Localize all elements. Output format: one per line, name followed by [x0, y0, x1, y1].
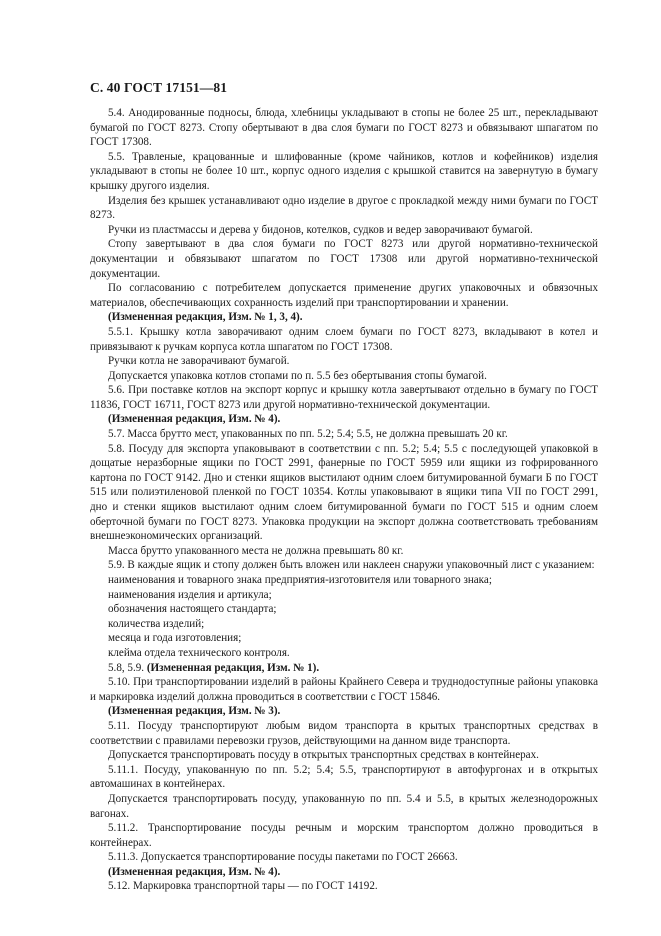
amendment-note: (Измененная редакция, Изм. № 1, 3, 4). — [108, 311, 303, 324]
list-item: наименования изделия и артикула; — [108, 588, 272, 601]
paragraph: Допускается упаковка котлов стопами по п. 5.5 без обертывания стопы бумагой. — [108, 369, 487, 382]
clause-5-12: 5.12. Маркировка транспортной тары — по ГОСТ 14192. — [108, 880, 378, 893]
list-item: количества изделий; — [108, 617, 205, 630]
clause-5-7: 5.7. Масса брутто мест, упакованных по пп. 5.2; 5.4; 5.5, не должна превышать 20 кг. — [108, 428, 508, 441]
paragraph: Допускается транспортировать посуду в открытых транспортных средствах в контейнерах. — [108, 749, 539, 762]
clause-5-11-2: 5.11.2. Транспортирование посуды речным и морским транспортом должно проводиться в контейнерах. — [90, 822, 598, 849]
clause-5-9: 5.9. В каждые ящик и стопу должен быть вложен или наклеен снаружи упаковочный лист с указанием: — [108, 559, 595, 572]
clause-5-11: 5.11. Посуду транспортируют любым видом транспорта в крытых транспортных средствах в соответствии с правилами перевозки грузов, действующими на данном виде транспорта. — [90, 719, 598, 747]
list-item: наименования и товарного знака предприятия-изготовителя или товарного знака; — [108, 574, 492, 586]
amendment-note: (Измененная редакция, Изм. № 1). — [146, 661, 320, 674]
list-item: клейма отдела технического контроля. — [108, 646, 290, 659]
document-body — [90, 106, 598, 894]
amendment-note: (Измененная редакция, Изм. № 3). — [108, 705, 281, 718]
clause-5-10: 5.10. При транспортировании изделий в районы Крайнего Севера и труднодоступные районы упаковка и маркировка изделий должна проводиться в соответствии с ГОСТ 15846. — [90, 676, 598, 703]
paragraph: Изделия без крышек устанавливают одно изделие в другое с прокладкой между ними бумаги по ГОСТ 8273. — [90, 194, 598, 222]
clause-5-5: 5.5. Травленые, крацованные и шлифованные (кроме чайников, котлов и кофейников) изделия укладывают в стопы не более 10 шт., корпус одного изделия с крышкой ставится на завернутую в бумагу крышку другого изделия. — [90, 150, 598, 192]
clause-5-11-1: 5.11.1. Посуду, упакованную по пп. 5.2; 5.4; 5.5, транспортируют в автофургонах и в открытых автомашинах в контейнерах. — [90, 763, 598, 791]
page-header: С. 40 ГОСТ 17151—81 — [90, 80, 228, 95]
paragraph: Стопу завертывают в два слоя бумаги по ГОСТ 8273 или другой нормативно-технической документации и обвязывают шпагатом по ГОСТ 17308 или другой нормативно-технической документации. — [90, 238, 598, 280]
clause-5-4: 5.4. Анодированные подносы, блюда, хлебницы укладывают в стопы не более 25 шт., перекладывают бумагой по ГОСТ 8273. Стопу обертывают в два слоя бумаги по ГОСТ 8273 и обвязывают шпагатом по ГОСТ 17308. — [90, 107, 598, 149]
paragraph: Масса брутто упакованного места не должна превышать 80 кг. — [108, 544, 404, 557]
paragraph: Допускается транспортировать посуду, упакованную по пп. 5.4 и 5.5, в крытых железнодорожных вагонах. — [90, 792, 598, 820]
clause-ref: 5.8, 5.9. — [108, 661, 147, 674]
amendment-note: (Измененная редакция, Изм. № 4). — [108, 865, 281, 878]
paragraph: Ручки котла не заворачивают бумагой. — [108, 355, 290, 368]
list-item: месяца и года изготовления; — [108, 632, 242, 645]
amendment-note-line — [90, 661, 598, 676]
clause-5-11-3: 5.11.3. Допускается транспортирование посуды пакетами по ГОСТ 26663. — [108, 851, 458, 864]
clause-5-8: 5.8. Посуду для экспорта упаковывают в соответствии с пп. 5.2; 5.4; 5.5 с последующей упаковкой в дощатые неразборные ящики по ГОСТ 2991, фанерные по ГОСТ 5959 или ящики из гофрированного картона по ГОСТ 9142. Дно и стенки ящиков выстилают одним слоем битумированной бумаги Б по ГОСТ 515 или полиэтиленовой пленкой по ГОСТ 10354. Котлы упаковывают в ящики типа VII по ГОСТ 2991, дно и стенки ящиков выстилают одним слоем битумированной бумаги по ГОСТ 515 и одним слоем оберточной бумаги по ГОСТ 8273. Упаковка продукции на экспорт должна соответствовать требованиям внешнеэкономических организаций. — [90, 442, 598, 543]
list-item: обозначения настоящего стандарта; — [108, 603, 277, 616]
amendment-note: (Измененная редакция, Изм. № 4). — [108, 413, 281, 426]
clause-5-6: 5.6. При поставке котлов на экспорт корпус и крышку котла завертывают отдельно в бумагу по ГОСТ 11836, ГОСТ 16711, ГОСТ 8273 или другой нормативно-технической документации. — [90, 384, 598, 411]
clause-5-5-1: 5.5.1. Крышку котла заворачивают одним слоем бумаги по ГОСТ 8273, вкладывают в котел и привязывают к ручкам корпуса котла шпагатом по ГОСТ 17308. — [90, 325, 598, 353]
paragraph: По согласованию с потребителем допускается применение других упаковочных и обвязочных материалов, обеспечивающих сохранность изделий при транспортировании и хранении. — [90, 282, 598, 309]
paragraph: Ручки из пластмассы и дерева у бидонов, котелков, судков и ведер заворачивают бумагой. — [108, 223, 533, 236]
